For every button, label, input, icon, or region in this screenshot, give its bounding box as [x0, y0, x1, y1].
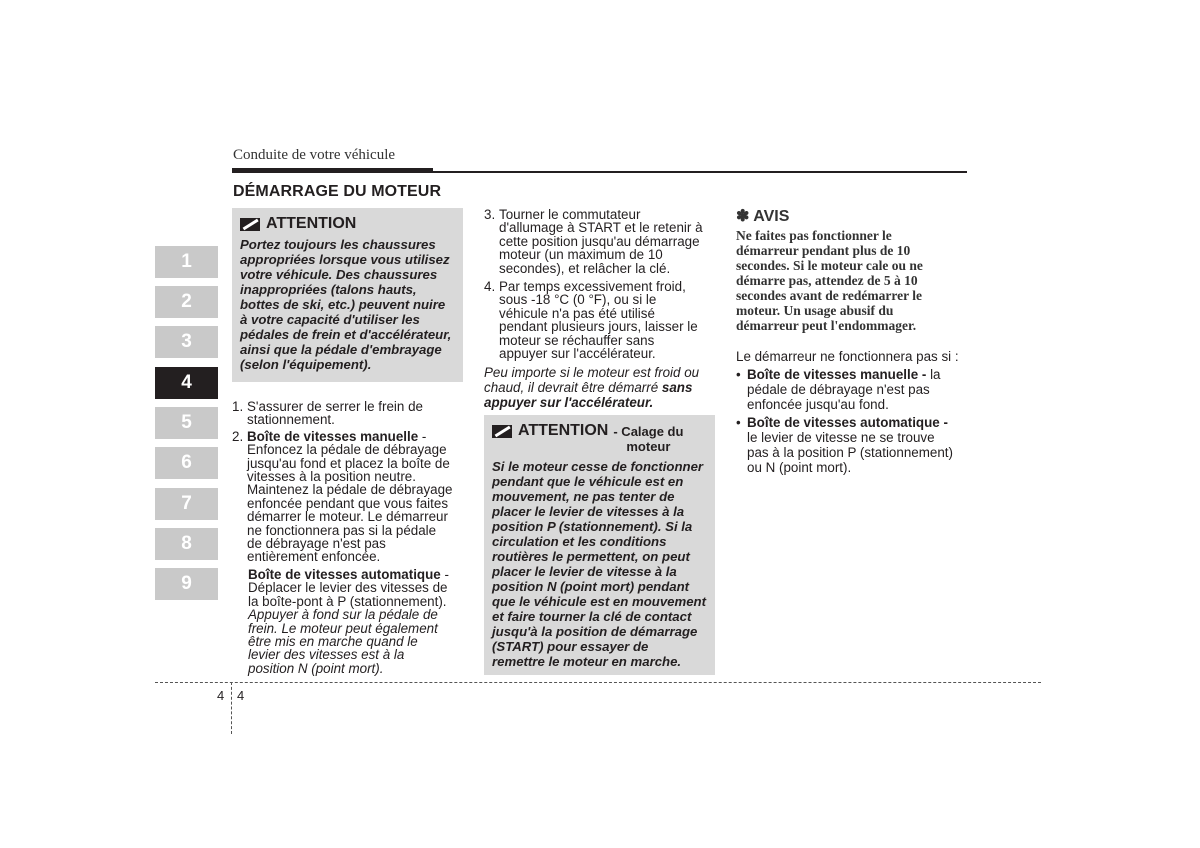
attention-header — [492, 422, 683, 454]
step-line: Maintenez la pédale de débrayage — [247, 482, 453, 498]
step-line: Déplacer le levier des vitesses de — [248, 580, 448, 596]
step-line: Par temps excessivement froid, — [499, 279, 686, 295]
attention-line: et faire tourner la clé de contact — [492, 609, 692, 624]
attention-line: à votre capacité d'utiliser les — [240, 312, 420, 327]
chapter-tab-3[interactable]: 3 — [155, 326, 218, 358]
condition-label: Boîte de vitesses manuelle - — [747, 367, 927, 382]
note-line — [484, 380, 715, 395]
attention-line: (START) pour essayer de — [492, 639, 649, 654]
condition-tail: la — [926, 367, 941, 382]
step-line: moteur se réchauffer sans — [499, 332, 655, 348]
attention-line: routières le permettent, on peut — [492, 549, 690, 564]
condition-line: enfoncée jusqu'au fond. — [747, 397, 889, 412]
automatic-label: Boîte de vitesses automatique — [248, 566, 441, 582]
attention-box-shoes — [232, 208, 463, 382]
attention-line: remettre le moteur en marche. — [492, 654, 682, 669]
condition-label: Boîte de vitesses automatique - — [747, 415, 948, 430]
step-3 — [484, 208, 715, 275]
note-bold: sans — [661, 380, 693, 396]
step-line: véhicule n'a pas été utilisé — [499, 305, 655, 321]
chapter-tab-7[interactable]: 7 — [155, 488, 218, 520]
steps-middle-column — [484, 208, 715, 410]
manual-label: Boîte de vitesses manuelle — [247, 428, 419, 444]
step-line: la boîte-pont à P (stationnement). — [248, 593, 447, 609]
page-number: 4 — [237, 688, 245, 703]
step-line: jusqu'au fond et placez la boîte de — [247, 455, 450, 471]
step-line: ne fonctionnera pas si la pédale — [247, 522, 437, 538]
avis-text — [736, 228, 967, 333]
footer-divider — [155, 682, 1041, 683]
dash: - — [418, 428, 427, 444]
avis-title: ✽ AVIS — [736, 208, 790, 225]
avis-line: Ne faites pas fonctionner le — [736, 228, 892, 243]
attention-line: pendant que le véhicule est en — [492, 474, 684, 489]
starter-conditions — [736, 349, 968, 475]
attention-line: placer le levier de vitesses à la — [492, 504, 685, 519]
condition-line: pas à la position P (stationnement) — [747, 445, 953, 460]
header-title: Conduite de votre véhicule — [233, 147, 396, 163]
step-line: démarrer le moteur. Le démarreur — [247, 509, 448, 525]
footer-vertical-divider — [231, 682, 232, 734]
section-title: DÉMARRAGE DU MOTEUR — [233, 183, 442, 200]
avis-line: démarre pas, attendez de 5 à 10 — [736, 273, 918, 288]
note-line: Peu importe si le moteur est froid ou — [484, 365, 700, 381]
step-line: vitesses à la position neutre. — [247, 469, 416, 485]
step-line: entièrement enfoncée. — [247, 549, 381, 565]
subtitle-line: - Calage du — [613, 424, 684, 439]
step-line — [247, 430, 464, 443]
step-line: Tourner le commutateur — [499, 207, 641, 222]
attention-line: votre véhicule. Des chaussures — [240, 267, 438, 282]
chapter-tab-8[interactable]: 8 — [155, 528, 218, 560]
attention-line: que le véhicule est en mouvement — [492, 594, 707, 609]
step-1 — [232, 400, 464, 427]
step-line: d'allumage à START et le retenir à — [499, 220, 703, 236]
step-line: S'assurer de serrer le frein de — [247, 399, 423, 414]
step-line: Enfoncez la pédale de débrayage — [247, 442, 447, 458]
attention-line: placer le levier de vitesse à la — [492, 564, 677, 579]
attention-line: Si le moteur cesse de fonctionner — [492, 459, 704, 474]
condition-line — [747, 367, 968, 382]
step-number: 3. — [484, 207, 496, 222]
avis-line: démarreur peut l'endommager. — [736, 318, 917, 333]
step-line: cette position jusqu'au démarrage — [499, 233, 700, 249]
attention-subtitle — [613, 424, 683, 454]
conditions-intro: Le démarreur ne fonctionnera pas si : — [736, 349, 959, 364]
warning-icon — [492, 425, 512, 438]
chapter-tab-5[interactable]: 5 — [155, 407, 218, 439]
attention-line: Portez toujours les chaussures — [240, 237, 436, 252]
step-2 — [232, 430, 464, 564]
automatic-block — [232, 568, 464, 675]
attention-title: ATTENTION — [518, 422, 609, 439]
page-chapter-number: 4 — [217, 688, 225, 703]
step-line: levier des vitesses est à la — [248, 647, 405, 663]
bullet: • — [736, 415, 741, 430]
dash: - — [440, 566, 449, 582]
step-line: frein. Le moteur peut également — [248, 620, 438, 636]
step-line: position N (point mort). — [248, 660, 384, 676]
step-number: 4. — [484, 279, 496, 295]
attention-box-stall — [484, 415, 715, 675]
condition-line: le levier de vitesse ne se trouve — [747, 430, 935, 445]
avis-line: démarreur pendant plus de 10 — [736, 243, 911, 258]
attention-text — [492, 459, 709, 669]
step-line: appuyer sur l'accélérateur. — [499, 346, 656, 362]
attention-line: circulation et les conditions — [492, 534, 667, 549]
header-tab-bar — [232, 168, 433, 173]
chapter-tab-9[interactable]: 9 — [155, 568, 218, 600]
attention-line: position N (point mort) pendant — [492, 579, 690, 594]
chapter-tab-1[interactable]: 1 — [155, 246, 218, 278]
steps-left-column — [232, 400, 464, 675]
condition-line: pédale de débrayage n'est pas — [747, 382, 930, 397]
cold-note — [484, 365, 715, 410]
chapter-tab-2[interactable]: 2 — [155, 286, 218, 318]
attention-header — [240, 215, 356, 233]
attention-line: jusqu'à la position de démarrage — [492, 624, 698, 639]
attention-line: mouvement, ne pas tenter de — [492, 489, 675, 504]
step-number: 2. — [232, 428, 244, 444]
attention-line: (selon l'équipement). — [240, 357, 372, 372]
attention-line: ainsi que la pédale d'embrayage — [240, 342, 442, 357]
condition-line: ou N (point mort). — [747, 460, 852, 475]
chapter-tab-4[interactable]: 4 — [155, 367, 218, 399]
step-line: être mis en marche quand le — [248, 633, 418, 649]
warning-icon — [240, 218, 260, 231]
step-number: 1. — [232, 399, 244, 414]
step-line: Appuyer à fond sur la pédale de — [248, 607, 438, 623]
step-line: moteur (un maximum de 10 — [499, 247, 663, 263]
chapter-tab-6[interactable]: 6 — [155, 447, 218, 479]
attention-line: pédales de frein et d'accélérateur, — [240, 327, 452, 342]
step-line: de débrayage n'est pas — [247, 536, 386, 552]
attention-line: bottes de ski, etc.) peuvent nuire — [240, 297, 446, 312]
step-line: enfoncée pendant que vous faites — [247, 495, 449, 511]
note-line: appuyer sur l'accélérateur. — [484, 395, 654, 411]
condition-manual — [736, 367, 968, 412]
avis-line: secondes. Si le moteur cale ou ne — [736, 258, 923, 273]
attention-text — [240, 237, 457, 372]
attention-line: inappropriées (talons hauts, — [240, 282, 417, 297]
condition-automatic — [736, 415, 968, 475]
bullet: • — [736, 367, 741, 382]
step-line: stationnement. — [247, 412, 335, 428]
attention-title: ATTENTION — [266, 215, 357, 232]
step-line: pendant plusieurs jours, laisser le — [499, 319, 698, 335]
attention-line: appropriées lorsque vous utilisez — [240, 252, 450, 267]
step-line: secondes), et relâcher la clé. — [499, 260, 671, 276]
avis-line: moteur. Un usage abusif du — [736, 303, 894, 318]
avis-line: secondes avant de redémarrer le — [736, 288, 922, 303]
subtitle-line: moteur — [626, 439, 671, 454]
step-line — [248, 568, 464, 581]
step-line: sous -18 °C (0 °F), ou si le — [499, 292, 657, 308]
note-text: chaud, il devrait être démarré — [484, 380, 659, 396]
attention-line: position P (stationnement). Si la — [492, 519, 693, 534]
step-4 — [484, 280, 715, 360]
page-header — [232, 145, 967, 173]
